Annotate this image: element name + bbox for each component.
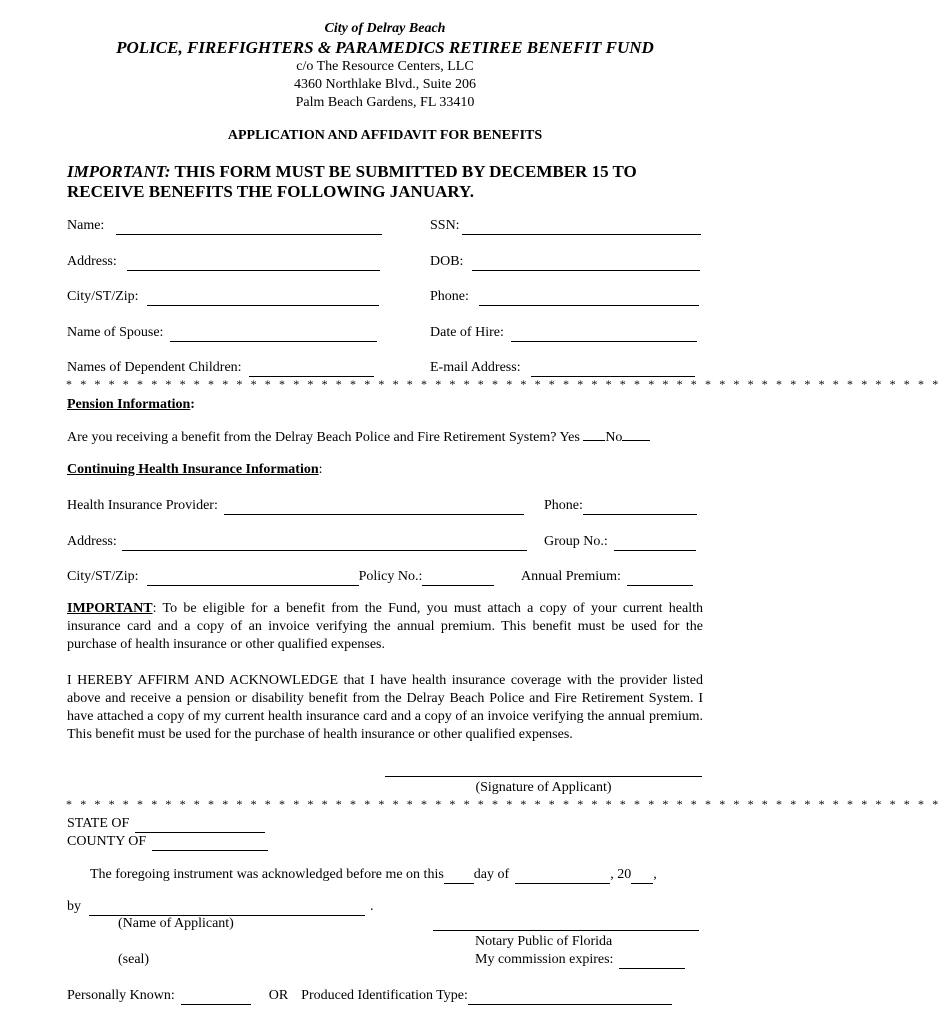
important-label: IMPORTANT: bbox=[67, 162, 171, 181]
important-banner-line1 bbox=[67, 162, 637, 182]
policy-input-line[interactable] bbox=[422, 571, 494, 586]
foregoing-text-d: , bbox=[653, 867, 657, 882]
premium-input-line[interactable] bbox=[627, 571, 693, 586]
children-label: Names of Dependent Children: bbox=[67, 360, 242, 375]
seal-caption: (seal) bbox=[118, 952, 150, 967]
ssn-field[interactable] bbox=[430, 217, 701, 235]
notice-label: IMPORTANT bbox=[67, 601, 153, 616]
foregoing-text-a: The foregoing instrument was acknowledged before me on this bbox=[90, 867, 444, 882]
affirm-paragraph: I HEREBY AFFIRM AND ACKNOWLEDGE that I have health insurance coverage with the provider listed above and receive a pension or disability benefit from the Delray Beach Police and Fire Retirement System. I have attached a copy of my current health insurance card and a copy of an invoice verifying the annual premium. This benefit must be used for the purchase of health insurance or other qualified expenses. bbox=[67, 673, 703, 742]
by-field[interactable] bbox=[67, 898, 374, 916]
address-input-line[interactable] bbox=[127, 256, 380, 271]
spouse-label: Name of Spouse: bbox=[67, 325, 164, 340]
signature-caption: (Signature of Applicant) bbox=[475, 780, 612, 795]
by-label: by bbox=[67, 899, 81, 914]
premium-field[interactable] bbox=[521, 568, 693, 586]
children-field[interactable] bbox=[67, 359, 374, 377]
city-title: City of Delray Beach bbox=[324, 21, 446, 36]
health-provider-label: Health Insurance Provider: bbox=[67, 498, 218, 513]
group-field[interactable] bbox=[544, 533, 696, 551]
pension-question: Are you receiving a benefit from the Delray Beach Police and Fire Retirement System? bbox=[67, 430, 557, 445]
phone-label: Phone: bbox=[430, 289, 469, 304]
health-citystzip-input-line[interactable] bbox=[147, 571, 359, 586]
hire-label: Date of Hire: bbox=[430, 325, 504, 340]
health-provider-input-line[interactable] bbox=[224, 500, 524, 515]
foregoing-text-c: , 20 bbox=[610, 867, 632, 882]
pension-no-line[interactable] bbox=[622, 428, 650, 441]
by-input-line[interactable] bbox=[89, 901, 365, 916]
health-phone-label: Phone: bbox=[544, 498, 583, 513]
spouse-input-line[interactable] bbox=[170, 327, 377, 342]
health-address-input-line[interactable] bbox=[122, 536, 527, 551]
pension-question-row bbox=[67, 428, 650, 447]
premium-label: Annual Premium: bbox=[521, 569, 621, 584]
fund-title: POLICE, FIREFIGHTERS & PARAMEDICS RETIREE BENEFIT FUND bbox=[116, 38, 654, 57]
group-input-line[interactable] bbox=[614, 536, 696, 551]
health-citystzip-field[interactable] bbox=[67, 568, 494, 586]
commission-field[interactable] bbox=[475, 951, 685, 969]
health-address-field[interactable] bbox=[67, 533, 527, 551]
health-phone-field[interactable] bbox=[544, 497, 697, 515]
name-label: Name: bbox=[67, 218, 105, 233]
children-input-line[interactable] bbox=[249, 362, 374, 377]
county-label: COUNTY OF bbox=[67, 834, 147, 849]
notice-paragraph bbox=[67, 600, 703, 654]
county-input-line[interactable] bbox=[152, 836, 268, 851]
health-citystzip-label: City/ST/Zip: bbox=[67, 569, 139, 584]
county-field[interactable] bbox=[67, 833, 268, 851]
produced-label: Produced Identification Type: bbox=[301, 988, 468, 1003]
notary-signature-line[interactable] bbox=[433, 930, 699, 931]
by-end: . bbox=[370, 899, 374, 914]
month-input-line[interactable] bbox=[515, 869, 610, 884]
name-of-applicant-caption: (Name of Applicant) bbox=[118, 916, 234, 931]
health-heading-text: Continuing Health Insurance Information bbox=[67, 462, 319, 477]
name-field[interactable] bbox=[67, 217, 382, 235]
foregoing-text-b: day of bbox=[473, 867, 510, 882]
hire-input-line[interactable] bbox=[511, 327, 697, 342]
state-label: STATE OF bbox=[67, 816, 130, 831]
state-input-line[interactable] bbox=[135, 818, 265, 833]
dob-label: DOB: bbox=[430, 254, 464, 269]
address-label: Address: bbox=[67, 254, 117, 269]
known-label: Personally Known: bbox=[67, 988, 175, 1003]
known-input-line[interactable] bbox=[181, 990, 251, 1005]
form-title: APPLICATION AND AFFIDAVIT FOR BENEFITS bbox=[227, 128, 543, 143]
health-phone-input-line[interactable] bbox=[583, 500, 697, 515]
group-label: Group No.: bbox=[544, 534, 608, 549]
email-field[interactable] bbox=[430, 359, 695, 377]
produced-input-line[interactable] bbox=[468, 990, 672, 1005]
commission-input-line[interactable] bbox=[619, 954, 685, 969]
email-label: E-mail Address: bbox=[430, 360, 521, 375]
street-line: 4360 Northlake Blvd., Suite 206 bbox=[294, 77, 476, 92]
or-label: OR bbox=[268, 988, 289, 1003]
health-address-label: Address: bbox=[67, 534, 117, 549]
pension-no-label: No bbox=[605, 430, 623, 445]
foregoing-row bbox=[90, 866, 657, 884]
hire-field[interactable] bbox=[430, 324, 697, 342]
phone-input-line[interactable] bbox=[479, 291, 699, 306]
address-field[interactable] bbox=[67, 253, 380, 271]
email-input-line[interactable] bbox=[531, 362, 695, 377]
policy-label: Policy No.: bbox=[358, 569, 423, 584]
health-heading-colon: : bbox=[318, 462, 323, 477]
citystzip-input-line[interactable] bbox=[147, 291, 379, 306]
known-field[interactable] bbox=[67, 987, 672, 1005]
year-input-line[interactable] bbox=[631, 869, 653, 884]
spouse-field[interactable] bbox=[67, 324, 377, 342]
pension-heading-text: Pension Information bbox=[67, 397, 191, 412]
name-input-line[interactable] bbox=[116, 220, 382, 235]
pension-yes-line[interactable] bbox=[583, 428, 605, 441]
important-text-1: THIS FORM MUST BE SUBMITTED BY DECEMBER 15 TO bbox=[174, 162, 637, 181]
state-field[interactable] bbox=[67, 815, 265, 833]
phone-field[interactable] bbox=[430, 288, 699, 306]
signature-line[interactable] bbox=[385, 776, 702, 777]
notice-text: : To be eligible for a benefit from the Fund, you must attach a copy of your current health insurance card and a copy of an invoice verifying the annual premium. This benefit must be used for the purchase of health insurance or other qualified expenses. bbox=[67, 601, 703, 652]
important-text-2: RECEIVE BENEFITS THE FOLLOWING JANUARY. bbox=[67, 182, 475, 201]
day-input-line[interactable] bbox=[444, 869, 474, 884]
notary-title: Notary Public of Florida bbox=[475, 934, 613, 949]
pension-yes-label: Yes bbox=[559, 430, 580, 445]
separator-stars-2: * * * * * * * * * * * * * * * * * * * * * * * * * * * * * * * * * * * * * * * * * * * * * * * * * * * * * * * * * * * * * * bbox=[66, 797, 941, 811]
citystzip-label: City/ST/Zip: bbox=[67, 289, 139, 304]
citystzip-field[interactable] bbox=[67, 288, 379, 306]
health-provider-field[interactable] bbox=[67, 497, 524, 515]
dob-input-line[interactable] bbox=[472, 256, 700, 271]
health-heading bbox=[67, 461, 323, 479]
dob-field[interactable] bbox=[430, 253, 700, 271]
pension-heading-colon: : bbox=[190, 397, 195, 412]
city-state-line: Palm Beach Gardens, FL 33410 bbox=[295, 95, 475, 110]
separator-stars-1: * * * * * * * * * * * * * * * * * * * * * * * * * * * * * * * * * * * * * * * * * * * * * * * * * * * * * * * * * * * * * * bbox=[66, 377, 941, 391]
co-line: c/o The Resource Centers, LLC bbox=[296, 59, 474, 74]
ssn-input-line[interactable] bbox=[462, 220, 701, 235]
commission-label: My commission expires: bbox=[475, 952, 614, 967]
ssn-label: SSN: bbox=[430, 218, 460, 233]
pension-heading bbox=[67, 396, 195, 414]
